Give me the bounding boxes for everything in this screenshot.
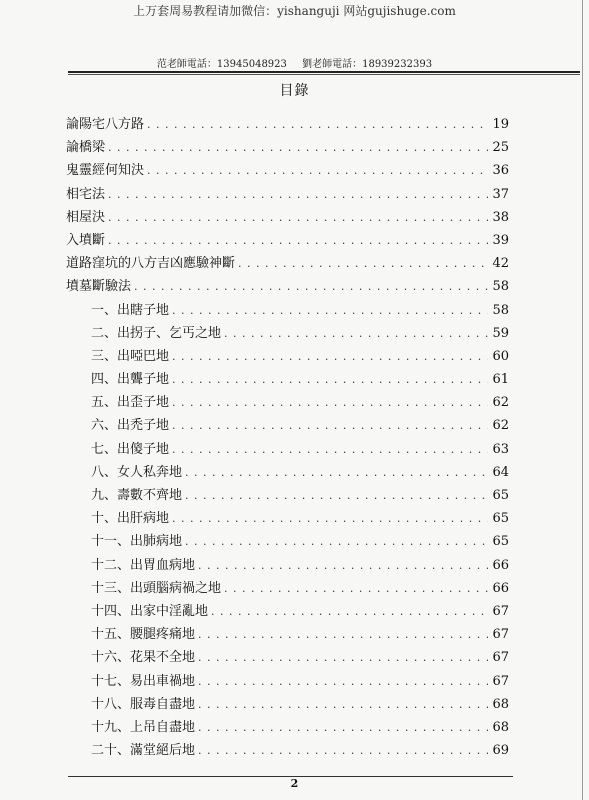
toc-entry-label: 四、出聾子地 xyxy=(91,372,170,388)
toc-entry-label: 二十、滿堂絕后地 xyxy=(91,743,196,759)
dot-leader xyxy=(185,484,488,507)
toc-entry[interactable] xyxy=(66,183,509,206)
toc-entry-page: 66 xyxy=(492,580,509,596)
toc-entry-page: 67 xyxy=(492,650,509,666)
contact-header xyxy=(0,55,589,70)
toc-entry-page: 69 xyxy=(492,743,509,759)
toc-entry-page: 37 xyxy=(492,186,509,202)
toc-entry[interactable] xyxy=(66,252,509,275)
toc-entry[interactable] xyxy=(66,530,509,553)
toc-entry-page: 61 xyxy=(492,372,509,388)
toc-entry[interactable] xyxy=(66,136,509,159)
toc-entry-label: 墳墓斷驗法 xyxy=(66,279,132,295)
dot-leader xyxy=(108,183,488,206)
toc-entry-page: 65 xyxy=(492,534,509,550)
dot-leader xyxy=(185,461,488,484)
toc-entry[interactable] xyxy=(66,484,509,507)
toc-entry-page: 38 xyxy=(492,209,509,225)
toc-entry-label: 論陽宅八方路 xyxy=(66,117,145,132)
dot-leader xyxy=(198,693,488,716)
toc-entry-label: 三、出啞巴地 xyxy=(91,348,170,364)
dot-leader xyxy=(147,113,488,136)
toc-entry-label: 十一、出肺病地 xyxy=(91,534,183,550)
toc-entry[interactable] xyxy=(66,716,509,739)
dot-leader xyxy=(198,716,488,739)
toc-entry-label: 鬼靈經何知決 xyxy=(66,163,145,179)
toc-entry-page: 67 xyxy=(492,627,509,643)
toc-entry-label: 五、出歪子地 xyxy=(91,395,170,411)
toc-entry[interactable] xyxy=(66,554,509,577)
page-number: 2 xyxy=(290,777,299,790)
toc-entry[interactable] xyxy=(66,646,509,669)
toc-entry-page: 67 xyxy=(492,603,509,619)
toc-entry[interactable] xyxy=(66,159,509,182)
toc-entry-page: 67 xyxy=(492,673,509,689)
dot-leader xyxy=(172,345,488,368)
toc-entry-page: 66 xyxy=(492,557,509,573)
toc-entry[interactable] xyxy=(66,438,509,461)
toc-entry-page: 58 xyxy=(492,302,509,318)
contact-fan: 范老師電話：13945048923 xyxy=(156,59,287,70)
toc-entry-page: 64 xyxy=(492,464,509,480)
dot-leader xyxy=(147,159,488,182)
dot-leader xyxy=(198,623,488,646)
toc-entry-label: 相屋決 xyxy=(66,209,106,225)
header-rule xyxy=(68,71,580,75)
contact-liu: 劉老師電話：18939232393 xyxy=(302,59,433,70)
toc-entry-page: 59 xyxy=(492,325,509,341)
toc-entry-label: 十八、服毒自盡地 xyxy=(91,696,196,712)
watermark-text: 上万套周易教程请加微信：yishanguji 网站gujishuge.com xyxy=(133,4,456,18)
toc-entry[interactable] xyxy=(66,461,509,484)
toc-entry[interactable] xyxy=(66,507,509,530)
toc-entry[interactable] xyxy=(66,368,509,391)
toc-entry-label: 十九、上吊自盡地 xyxy=(91,719,196,735)
dot-leader xyxy=(198,646,488,669)
toc-entry[interactable] xyxy=(66,322,509,345)
toc-entry-page: 19 xyxy=(492,117,509,132)
toc-entry-label: 入墳斷 xyxy=(66,232,106,248)
dot-leader xyxy=(211,600,488,623)
toc-entry-label: 論橋梁 xyxy=(66,140,106,156)
toc-entry-label: 十二、出胃血病地 xyxy=(91,557,196,573)
dot-leader xyxy=(172,507,488,530)
toc-entry[interactable] xyxy=(66,345,509,368)
toc-entry-label: 十、出肝病地 xyxy=(91,511,170,527)
toc-entry[interactable] xyxy=(66,299,509,322)
toc-entry-label: 一、出瞎子地 xyxy=(91,302,170,318)
dot-leader xyxy=(108,206,488,229)
toc-entry-page: 42 xyxy=(492,256,509,272)
toc-entry[interactable] xyxy=(66,577,509,600)
scan-edge xyxy=(582,0,583,800)
toc-entry-page: 65 xyxy=(492,488,509,503)
dot-leader xyxy=(198,739,488,762)
dot-leader xyxy=(185,530,488,553)
toc-entry-page: 62 xyxy=(492,418,509,434)
toc-entry-label: 九、壽數不齊地 xyxy=(91,488,183,503)
toc-entry[interactable] xyxy=(66,670,509,693)
dot-leader xyxy=(224,577,488,600)
toc-entry-page: 36 xyxy=(492,163,509,179)
toc-entry-label: 十六、花果不全地 xyxy=(91,650,196,666)
toc-entry[interactable] xyxy=(66,206,509,229)
toc-entry-page: 68 xyxy=(492,696,509,712)
toc-entry-label: 二、出拐子、乞丐之地 xyxy=(91,325,222,341)
dot-leader xyxy=(134,275,488,298)
toc-entry[interactable] xyxy=(66,693,509,716)
dot-leader xyxy=(172,391,488,414)
toc-entry[interactable] xyxy=(66,600,509,623)
toc-entry-label: 八、女人私奔地 xyxy=(91,464,183,480)
toc-entry[interactable] xyxy=(66,414,509,437)
dot-leader xyxy=(108,136,488,159)
toc-entry[interactable] xyxy=(66,229,509,252)
toc-entry-page: 60 xyxy=(492,348,509,364)
dot-leader xyxy=(224,322,488,345)
toc-entry-page: 39 xyxy=(492,232,509,248)
toc-entry-page: 62 xyxy=(492,395,509,411)
toc-entry[interactable] xyxy=(66,113,509,136)
toc-entry[interactable] xyxy=(66,391,509,414)
toc-entry-label: 十三、出頭腦病禍之地 xyxy=(91,580,222,596)
toc-entry[interactable] xyxy=(66,623,509,646)
toc-entry-page: 25 xyxy=(492,140,509,156)
toc-entry-label: 十四、出家中淫亂地 xyxy=(91,603,209,619)
toc-entry-page: 65 xyxy=(492,511,509,527)
toc-entry-label: 六、出禿子地 xyxy=(91,418,170,434)
toc-entry-label: 相宅法 xyxy=(66,186,106,202)
toc-entry-page: 63 xyxy=(492,441,509,457)
toc-entry-label: 七、出傻子地 xyxy=(91,441,170,457)
toc-entry-page: 68 xyxy=(492,719,509,735)
dot-leader xyxy=(172,438,488,461)
dot-leader xyxy=(198,670,488,693)
toc-entry-label: 十五、腰腿疼痛地 xyxy=(91,627,196,643)
dot-leader xyxy=(108,229,488,252)
toc-entry[interactable] xyxy=(66,275,509,298)
table-of-contents xyxy=(66,113,509,762)
toc-entry-page: 58 xyxy=(492,279,509,295)
dot-leader xyxy=(198,554,488,577)
toc-entry-label: 十七、易出車禍地 xyxy=(91,673,196,689)
dot-leader xyxy=(172,414,488,437)
page-title: 目錄 xyxy=(279,83,310,99)
dot-leader xyxy=(238,252,488,275)
toc-entry-label: 道路窪坑的八方吉凶應驗神斷 xyxy=(66,256,236,272)
dot-leader xyxy=(172,368,488,391)
toc-entry[interactable] xyxy=(66,739,509,762)
dot-leader xyxy=(172,299,488,322)
